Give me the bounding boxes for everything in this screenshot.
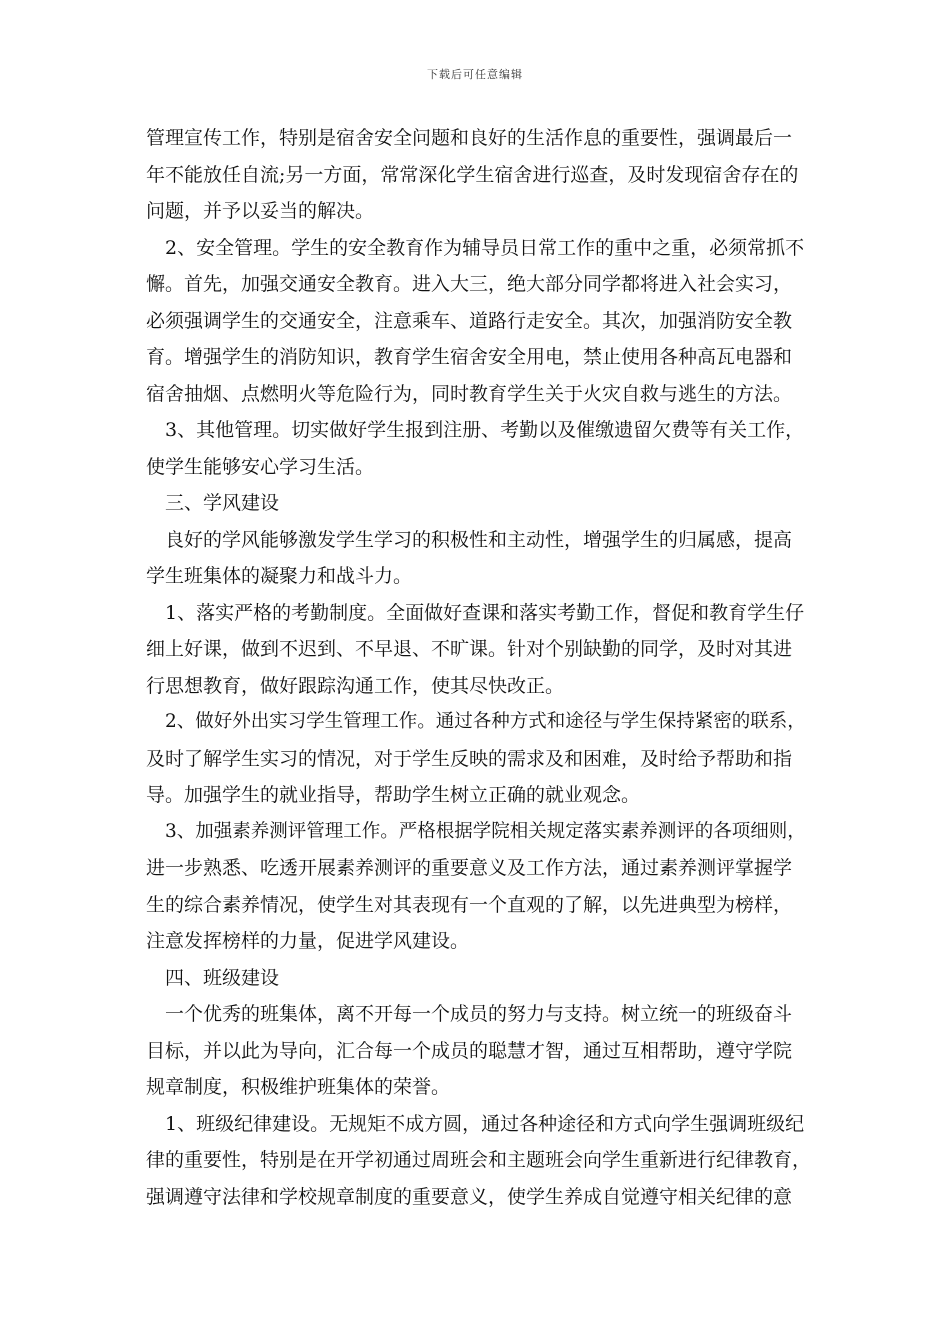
text-line: 律的重要性，特别是在开学初通过周班会和主题班会向学生重新进行纪律教育， <box>146 1149 812 1171</box>
text-line: 管理宣传工作，特别是宿舍安全问题和良好的生活作息的重要性，强调最后一 <box>146 127 793 149</box>
text-line: 必须强调学生的交通安全，注意乘车、道路行走安全。其次，加强消防安全教 <box>146 309 793 332</box>
text-line: 问题，并予以妥当的解决。 <box>146 200 375 222</box>
text-line: 四、班级建设 <box>165 966 280 989</box>
document-body <box>146 120 821 1215</box>
text-line: 3、加强素养测评管理工作。严格根据学院相关规定落实素养测评的各项细则， <box>165 820 806 842</box>
text-line: 2、做好外出实习学生管理工作。通过各种方式和途径与学生保持紧密的联系， <box>165 711 806 732</box>
text-line: 细上好课，做到不迟到、不早退、不旷课。针对个别缺勤的同学，及时对其进 <box>146 638 793 660</box>
text-line: 规章制度，积极维护班集体的荣誉。 <box>146 1076 451 1098</box>
text-line: 强调遵守法律和学校规章制度的重要意义，使学生养成自觉遵守相关纪律的意 <box>146 1185 793 1208</box>
text-line: 进一步熟悉、吃透开展素养测评的重要意义及工作方法，通过素养测评掌握学 <box>146 857 793 879</box>
text-line: 1、班级纪律建设。无规矩不成方圆，通过各种途径和方式向学生强调班级纪 <box>165 1112 805 1135</box>
text-line: 懈。首先，加强交通安全教育。进入大三，绝大部分同学都将进入社会实习， <box>146 273 793 295</box>
text-line: 一个优秀的班集体，离不开每一个成员的努力与支持。树立统一的班级奋斗 <box>165 1003 793 1025</box>
text-line: 良好的学风能够激发学生学习的积极性和主动性，增强学生的归属感，提高 <box>165 528 793 551</box>
page-header: 下载后可任意编辑 <box>427 68 523 81</box>
text-line: 年不能放任自流;另一方面，常常深化学生宿舍进行巡查，及时发现宿舍存在的 <box>146 163 799 186</box>
text-line: 行思想教育，做好跟踪沟通工作，使其尽快改正。 <box>146 674 565 697</box>
text-line: 3、其他管理。切实做好学生报到注册、考勤以及催缴遗留欠费等有关工作， <box>165 419 805 441</box>
text-line: 及时了解学生实习的情况，对于学生反映的需求及和困难，及时给予帮助和指 <box>146 747 793 770</box>
text-line: 育。增强学生的消防知识，教育学生宿舍安全用电，禁止使用各种高瓦电器和 <box>146 346 793 368</box>
text-line: 注意发挥榜样的力量，促进学风建设。 <box>146 930 470 952</box>
text-line: 2、安全管理。学生的安全教育作为辅导员日常工作的重中之重，必须常抓不 <box>165 236 805 259</box>
text-line: 导。加强学生的就业指导，帮助学生树立正确的就业观念。 <box>146 784 641 806</box>
text-line: 学生班集体的凝聚力和战斗力。 <box>146 565 413 587</box>
text-line: 生的综合素养情况，使学生对其表现有一个直观的了解，以先进典型为榜样， <box>146 893 793 916</box>
text-line: 三、学风建设 <box>165 492 280 514</box>
text-line: 使学生能够安心学习生活。 <box>146 455 375 478</box>
text-line: 目标，并以此为导向，汇合每一个成员的聪慧才智，通过互相帮助，遵守学院 <box>146 1039 793 1062</box>
text-line: 1、落实严格的考勤制度。全面做好查课和落实考勤工作，督促和教育学生仔 <box>165 601 805 624</box>
text-line: 宿舍抽烟、点燃明火等危险行为，同时教育学生关于火灾自救与逃生的方法。 <box>146 382 793 405</box>
